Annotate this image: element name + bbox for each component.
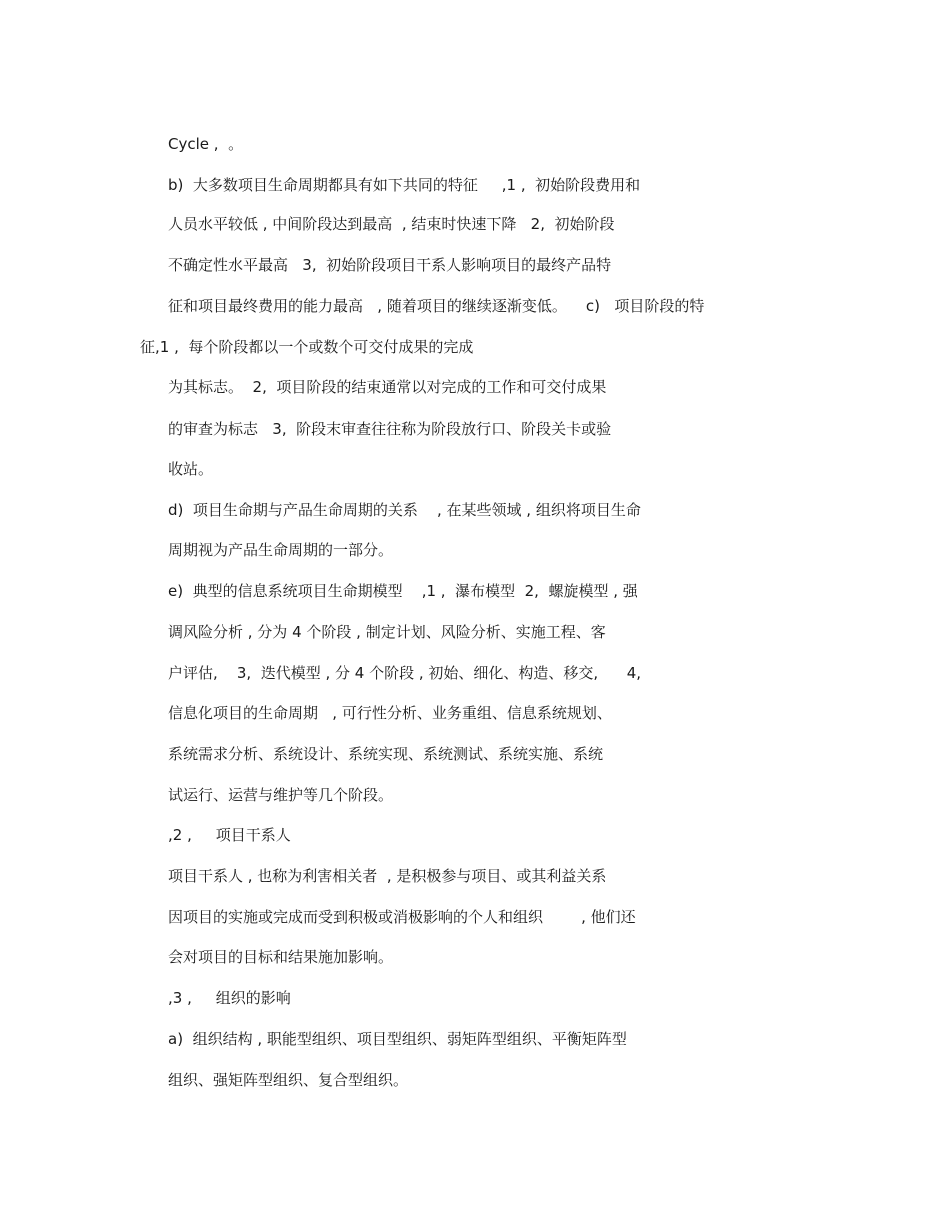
text-line: b) 大多数项目生命周期都具有如下共同的特征 ,1 , 初始阶段费用和 — [168, 176, 641, 194]
text-line: 的审查为标志 3, 阶段末审查往往称为阶段放行口、阶段关卡或验 — [168, 420, 612, 438]
text-line: 会对项目的目标和结果施加影响。 — [168, 948, 394, 966]
text-line: 周期视为产品生命周期的一部分。 — [168, 541, 394, 559]
text-line: a) 组织结构 , 职能型组织、项目型组织、弱矩阵型组织、平衡矩阵型 — [168, 1030, 627, 1048]
text-line: 因项目的实施或完成而受到积极或消极影响的个人和组织 , 他们还 — [168, 908, 636, 926]
text-line: 组织、强矩阵型组织、复合型组织。 — [168, 1071, 409, 1089]
text-line: 人员水平较低 , 中间阶段达到最高 , 结束时快速下降 2, 初始阶段 — [168, 215, 615, 233]
text-line: 征和项目最终费用的能力最高 , 随着项目的继续逐渐变低。 c) 项目阶段的特 — [168, 297, 705, 315]
text-line: d) 项目生命期与产品生命周期的关系 , 在某些领域 , 组织将项目生命 — [168, 501, 641, 519]
text-line: Cycle , 。 — [168, 135, 244, 153]
text-line: 项目干系人 , 也称为利害相关者 , 是积极参与项目、或其利益关系 — [168, 867, 607, 885]
text-line: 收站。 — [168, 460, 214, 478]
text-line: 户评估, 3, 迭代模型 , 分 4 个阶段 , 初始、细化、构造、移交, 4, — [168, 664, 642, 682]
text-line: 试运行、运营与维护等几个阶段。 — [168, 786, 394, 804]
text-line: 系统需求分析、系统设计、系统实现、系统测试、系统实施、系统 — [168, 745, 604, 763]
text-line: 为其标志。 2, 项目阶段的结束通常以对完成的工作和可交付成果 — [168, 378, 607, 396]
text-line: 调风险分析 , 分为 4 个阶段 , 制定计划、风险分析、实施工程、客 — [168, 623, 606, 641]
section-heading: ,3 , 组织的影响 — [168, 989, 291, 1007]
text-line: 不确定性水平最高 3, 初始阶段项目干系人影响项目的最终产品特 — [168, 256, 612, 274]
text-line: 征,1 , 每个阶段都以一个或数个可交付成果的完成 — [140, 338, 474, 356]
text-line: 信息化项目的生命周期 , 可行性分析、业务重组、信息系统规划、 — [168, 704, 612, 722]
text-line: e) 典型的信息系统项目生命期模型 ,1 , 瀑布模型 2, 螺旋模型 , 强 — [168, 582, 638, 600]
section-heading: ,2 , 项目干系人 — [168, 826, 291, 844]
